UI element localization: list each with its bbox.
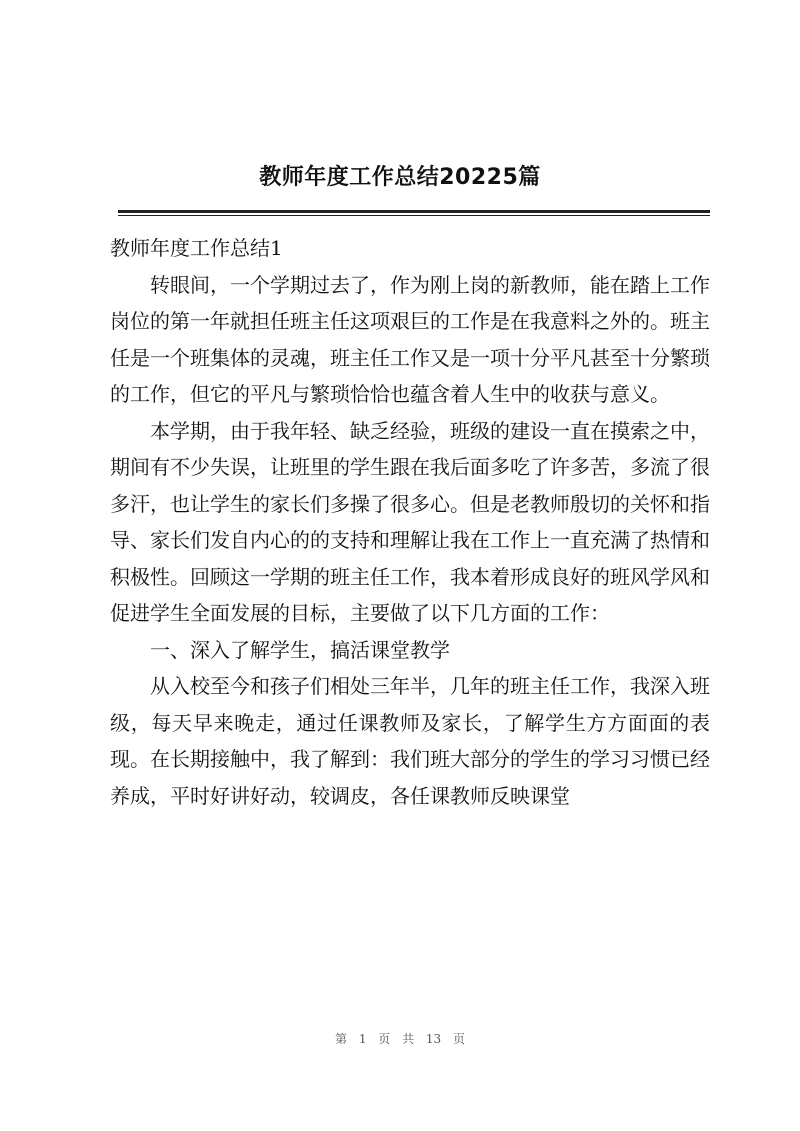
subheading: 一、深入了解学生，搞活课堂教学 [150,637,450,662]
paragraph: 从入校至今和孩子们相处三年半，几年的班主任工作，我深入班级，每天早来晚走，通过任课教师及家长，了解学生方方面面的表现。在长期接触中，我了解到：我们班大部分的学生的学习习惯已经养成，平时好讲好动，较调皮，各任课教师反映课堂 [110,674,710,808]
section-heading: 教师年度工作总结1 [110,236,283,260]
page-footer: 第 1 页 共 13 页 [335,1032,465,1046]
paragraph: 转眼间，一个学期过去了，作为刚上岗的新教师，能在踏上工作岗位的第一年就担任班主任这项艰巨的工作是在我意料之外的。班主任是一个班集体的灵魂，班主任工作又是一项十分平凡甚至十分繁琐的工作，但它的平凡与繁琐恰恰也蕴含着人生中的收获与意义。 [110,272,710,406]
document-body [110,230,710,814]
title-divider-thin [118,215,710,216]
paragraph: 本学期，由于我年轻、缺乏经验，班级的建设一直在摸索之中，期间有不少失误，让班里的学生跟在我后面多吃了许多苦，多流了很多汗，也让学生的家长们多操了很多心。但是老教师殷切的关怀和指导、家长们发自内心的的支持和理解让我在工作上一直充满了热情和积极性。回顾这一学期的班主任工作，我本着形成良好的班风学风和促进学生全面发展的目标，主要做了以下几方面的工作： [110,418,710,625]
title-divider-thick [118,210,710,213]
document-title: 教师年度工作总结20225篇 [259,165,541,190]
